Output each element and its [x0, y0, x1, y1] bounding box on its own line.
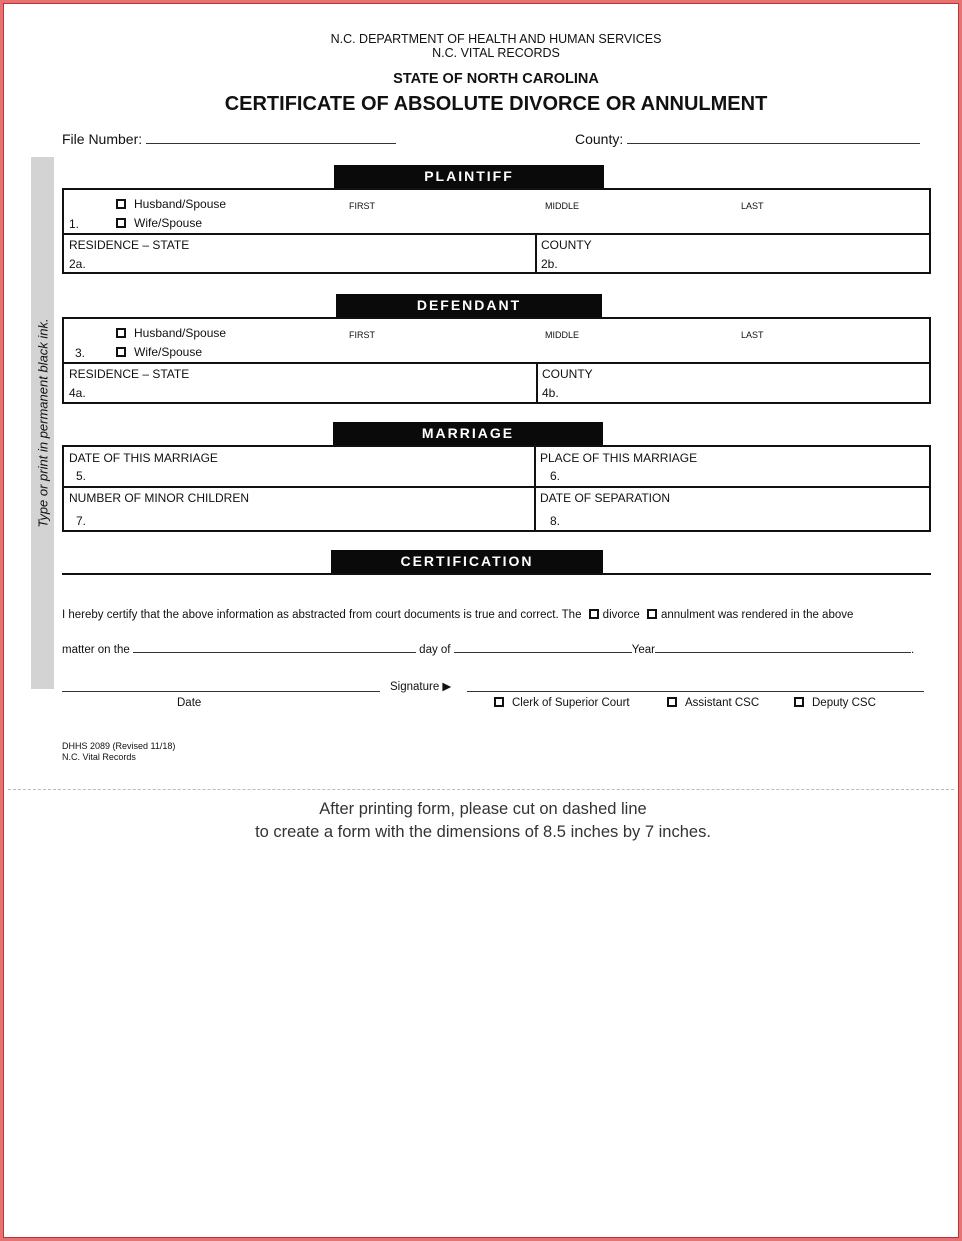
item-number: 7. — [76, 514, 87, 528]
item-number: 6. — [550, 469, 561, 483]
separation-date-label: DATE OF SEPARATION — [540, 491, 671, 505]
office-name: N.C. VITAL RECORDS — [432, 46, 560, 60]
marriage-date-label: DATE OF THIS MARRIAGE — [69, 451, 218, 465]
husband-option[interactable]: Husband/Spouse — [116, 197, 226, 211]
instruction-line-2: to create a form with the dimensions of 8.5 inches by 7 inches. — [255, 823, 711, 841]
marriage-table — [62, 445, 931, 532]
wife-option[interactable]: Wife/Spouse — [116, 216, 202, 230]
plaintiff-heading: PLAINTIFF — [334, 165, 604, 188]
item-number: 3. — [75, 346, 86, 360]
checkbox[interactable] — [116, 328, 126, 338]
middle-label: MIDDLE — [545, 201, 580, 211]
file-number-field[interactable] — [62, 131, 396, 147]
year-field[interactable] — [655, 641, 911, 653]
form-number: DHHS 2089 (Revised 11/18) — [62, 741, 176, 751]
signature-field[interactable] — [467, 691, 924, 692]
item-number: 4a. — [69, 386, 86, 400]
first-label: FIRST — [349, 330, 375, 340]
state-name: STATE OF NORTH CAROLINA — [393, 71, 599, 87]
item-number: 5. — [76, 469, 87, 483]
last-label: LAST — [741, 201, 764, 211]
instruction-line-1: After printing form, please cut on dashed line — [319, 800, 647, 818]
dept-name: N.C. DEPARTMENT OF HEALTH AND HUMAN SERVICES — [330, 32, 662, 46]
wife-option[interactable]: Wife/Spouse — [116, 345, 202, 359]
cut-line — [8, 789, 954, 790]
county-field[interactable] — [575, 131, 920, 147]
matter-day-field[interactable] — [133, 641, 416, 653]
marriage-heading: MARRIAGE — [333, 422, 603, 445]
file-number-label: File Number: — [62, 131, 143, 147]
clerk-option[interactable]: Clerk of Superior Court — [494, 697, 630, 709]
certification-heading: CERTIFICATION — [331, 550, 603, 573]
assistant-option[interactable]: Assistant CSC — [667, 697, 759, 709]
annulment-checkbox[interactable] — [647, 609, 657, 619]
last-label: LAST — [741, 330, 764, 340]
residence-label: RESIDENCE – STATE — [69, 238, 190, 252]
divorce-checkbox[interactable] — [589, 609, 599, 619]
county-label: COUNTY — [542, 367, 593, 381]
date-field[interactable] — [62, 691, 380, 692]
matter-line: matter on the day of Year . — [62, 641, 914, 656]
defendant-heading: DEFENDANT — [336, 294, 602, 317]
checkbox[interactable] — [494, 697, 504, 707]
husband-option[interactable]: Husband/Spouse — [116, 326, 226, 340]
county-label: County: — [575, 131, 624, 147]
certify-statement: I hereby certify that the above information as abstracted from court documents is true and correct. The divorce annulment was rendered in the above — [62, 609, 854, 621]
signature-label: Signature ▶ — [390, 681, 452, 693]
middle-label: MIDDLE — [545, 330, 580, 340]
deputy-option[interactable]: Deputy CSC — [794, 697, 876, 709]
item-number: 4b. — [542, 386, 559, 400]
item-number: 8. — [550, 514, 561, 528]
checkbox[interactable] — [667, 697, 677, 707]
checkbox[interactable] — [116, 347, 126, 357]
plaintiff-table — [62, 188, 931, 274]
footer-office: N.C. Vital Records — [62, 752, 136, 762]
page-title: CERTIFICATE OF ABSOLUTE DIVORCE OR ANNULMENT — [224, 93, 768, 115]
item-number: 2b. — [541, 257, 558, 271]
county-label: COUNTY — [541, 238, 592, 252]
checkbox[interactable] — [116, 218, 126, 228]
marriage-place-label: PLACE OF THIS MARRIAGE — [540, 451, 698, 465]
date-label: Date — [177, 697, 202, 709]
minor-children-label: NUMBER OF MINOR CHILDREN — [69, 491, 250, 505]
divider — [62, 573, 931, 575]
month-field[interactable] — [454, 641, 632, 653]
item-number: 2a. — [69, 257, 86, 271]
item-number: 1. — [69, 217, 80, 231]
residence-label: RESIDENCE – STATE — [69, 367, 190, 381]
checkbox[interactable] — [116, 199, 126, 209]
defendant-table — [62, 317, 931, 404]
side-note: Type or print in permanent black ink. — [35, 318, 51, 528]
checkbox[interactable] — [794, 697, 804, 707]
first-label: FIRST — [349, 201, 375, 211]
